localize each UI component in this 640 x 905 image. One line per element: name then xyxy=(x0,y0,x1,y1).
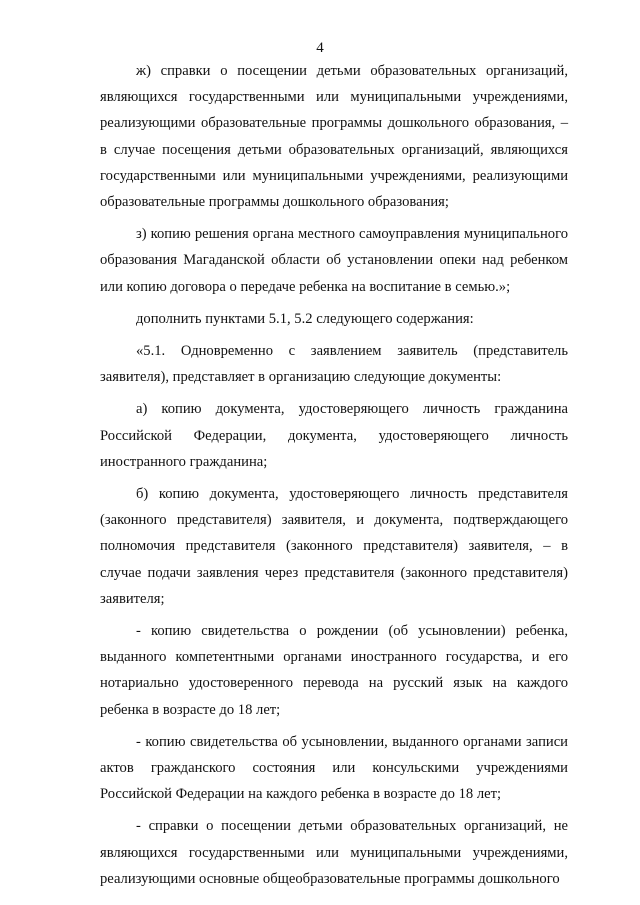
paragraph-z: з) копию решения органа местного самоуправления муниципального образования Магаданской области об установлении опеки над ребенком или копию договора о передаче ребенка на воспитание в семью.»; xyxy=(100,226,568,295)
paragraph-birth-certificate: - копию свидетельства о рождении (об усыновлении) ребенка, выданного компетентными органами иностранного государства, и его нотариально удостоверенного перевода на русский язык на каждого ребенка в возрасте до 18 лет; xyxy=(100,623,568,718)
paragraph-zh: ж) справки о посещении детьми образовательных организаций, являющихся государственными или муниципальными учреждениями, реализующими образовательные программы дошкольного образования, – в случае посещения детьми образовательных организаций, являющихся государственными или муниципальными учреждениями, реализующими образовательные программы дошкольного образования; xyxy=(100,63,568,211)
paragraph-b: б) копию документа, удостоверяющего личность представителя (законного представителя) заявителя, и документа, подтверждающего полномочия представителя (законного представителя) заявителя, – в случае подачи заявления через представителя (законного представителя) заявителя; xyxy=(100,486,568,607)
paragraph-attendance-reference: - справки о посещении детьми образовательных организаций, не являющихся государственными или муниципальными учреждениями, реализующими основные общеобразовательные программы дошкольного xyxy=(100,818,568,887)
paragraph-adoption-certificate: - копию свидетельства об усыновлении, выданного органами записи актов гражданского состояния или консульскими учреждениями Российской Федерации на каждого ребенка в возрасте до 18 лет; xyxy=(100,733,568,803)
paragraph-add-points: дополнить пунктами 5.1, 5.2 следующего содержания: xyxy=(136,310,474,327)
document-body xyxy=(100,58,568,892)
page-number: 4 xyxy=(316,40,324,56)
paragraph-a: а) копию документа, удостоверяющего личность гражданина Российской Федерации, документа, удостоверяющего личность иностранного гражданина; xyxy=(100,401,568,470)
paragraph-5-1: «5.1. Одновременно с заявлением заявитель (представитель заявителя), представляет в организацию следующие документы: xyxy=(100,343,568,386)
